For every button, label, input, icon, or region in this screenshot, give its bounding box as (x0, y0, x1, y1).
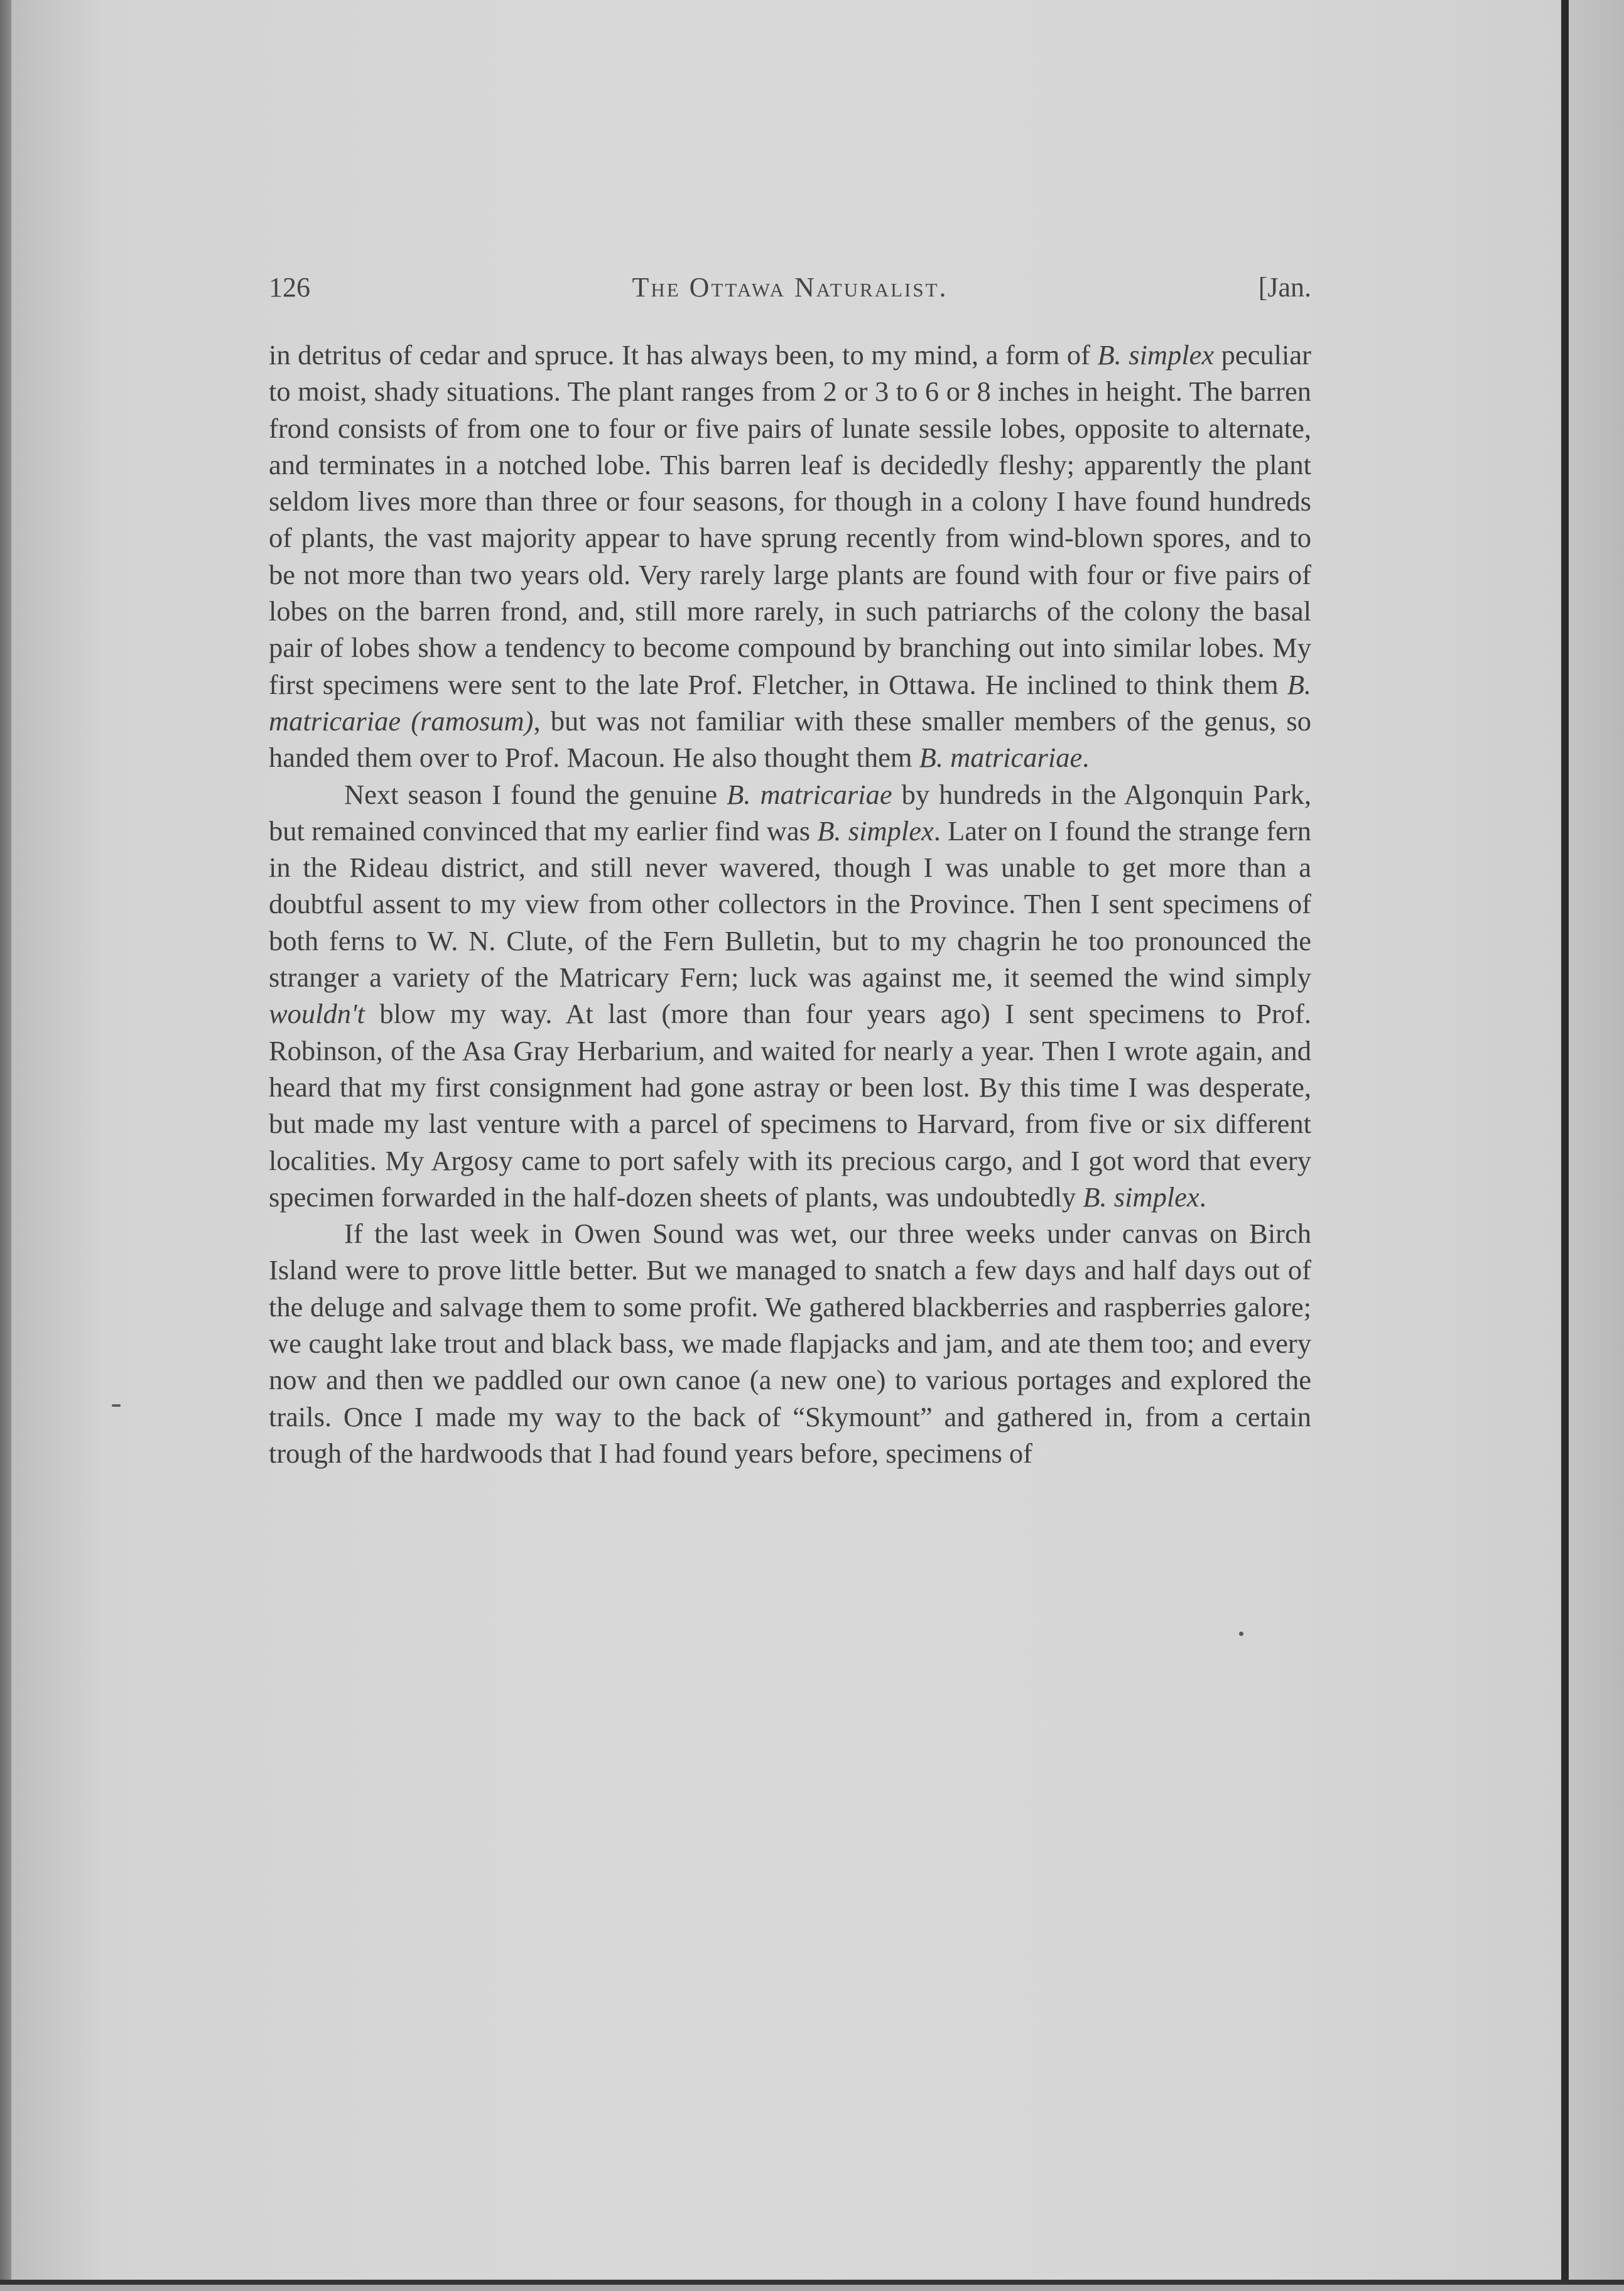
issue-month: [Jan. (1258, 272, 1311, 303)
dust-speck (112, 1404, 121, 1407)
text-run: , but was not familiar with these smaller members of the genus, so handed them over to Prof. Macoun. He also thought them (269, 705, 1311, 774)
paragraph-2 (269, 776, 1311, 1216)
italic-run: wouldn't (269, 998, 365, 1030)
scan-right-strip (1569, 0, 1624, 2291)
scan-bottom-strip (0, 2285, 1624, 2291)
italic-run: B. matricariae (ramosum) (269, 668, 1311, 737)
text-run: blow my way. At last (more than four years ago) I sent specimens to Prof. Robinson, of the Asa Gray Herbarium, and waited for nearly a year. Then I wrote again, and heard that my first consignment had gone astray or been lost. By this time I was desperate, but made my last venture with a parcel of specimens to Harvard, from five or six different localities. My Argosy came to port safely with its precious cargo, and I got word that every specimen forwarded in the half-dozen sheets of plants, was undoubtedly (269, 998, 1311, 1213)
paragraph-3 (269, 1215, 1311, 1471)
page-bottom-border (0, 2280, 1624, 2285)
page-right-border (1561, 0, 1569, 2291)
article-body (269, 337, 1311, 1471)
dust-speck (1239, 1632, 1243, 1636)
italic-run: B. matricariae (727, 778, 892, 810)
text-run: Next season I found the genuine (344, 778, 727, 810)
text-run: . Later on I found the strange fern in the Rideau district, and still never wavered, though I was unable to get more than a doubtful assent to my view from other collectors in the Province. Then I sent specimens of both ferns to W. N. Clute, of the Fern Bulletin, but to my chagrin he too pronounced the stranger a variety of the Matricary Fern; luck was against me, it seemed the wind simply (269, 815, 1311, 994)
italic-run: B. simplex (817, 815, 934, 847)
text-run: If the last week in Owen Sound was wet, our three weeks under canvas on Birch Island were to prove little better. But we managed to snatch a few days and half days out of the deluge and salvage them to some profit. We gathered blackberries and raspberries galore; we caught lake trout and black bass, we made flapjacks and jam, and ate them too; and every now and then we paddled our own canoe (a new one) to various portages and explored the trails. Once I made my way to the back of “Skymount” and gathered in, from a certain trough of the hardwoods that I had found years before, specimens of (269, 1218, 1311, 1469)
running-header (269, 266, 1311, 310)
italic-run: B. matricariae (919, 742, 1083, 774)
text-run: by hundreds in the Algonquin Park, but remained convinced that my earlier find was (269, 778, 1311, 847)
text-run: . (1082, 742, 1090, 774)
paragraph-1 (269, 337, 1311, 776)
italic-run: B. simplex (1083, 1181, 1199, 1213)
journal-title: The Ottawa Naturalist. (632, 272, 948, 303)
text-run: peculiar to moist, shady situations. The plant ranges from 2 or 3 to 6 or 8 inches in height. The barren frond consists of from one to four or five pairs of lunate sessile lobes, opposite to alternate, and terminates in a notched lobe. This barren leaf is decidedly fleshy; apparently the plant seldom lives more than three or four seasons, for though in a colony I have found hundreds of plants, the vast majority appear to have sprung recently from wind-blown spores, and to be not more than two years old. Very rarely large plants are found with four or five pairs of lobes on the barren frond, and, still more rarely, in such patriarchs of the colony the basal pair of lobes show a tendency to become compound by branching out into similar lobes. My first specimens were sent to the late Prof. Fletcher, in Ottawa. He inclined to think them (269, 339, 1311, 700)
text-run: in detritus of cedar and spruce. It has always been, to my mind, a form of (269, 339, 1098, 371)
text-run: . (1199, 1181, 1206, 1213)
page-number: 126 (269, 272, 310, 303)
italic-run: B. simplex (1097, 339, 1215, 371)
